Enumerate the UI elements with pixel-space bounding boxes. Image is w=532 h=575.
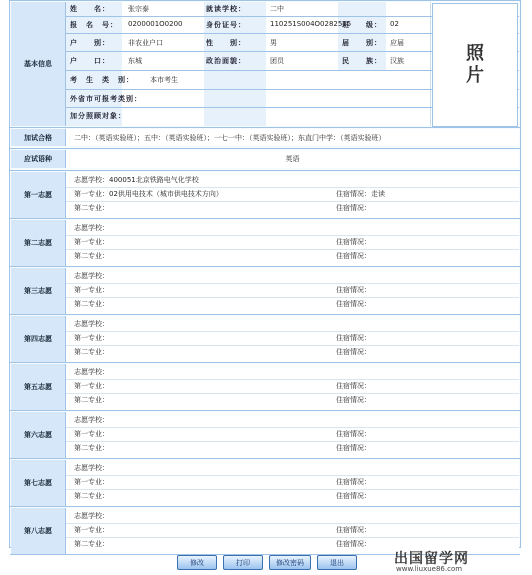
accommodation-field — [336, 333, 371, 343]
volunteer-label: 第四志愿 — [11, 316, 66, 362]
hukouloc-value: 东城 — [128, 57, 142, 65]
field-label: 第二专业： — [74, 348, 109, 356]
volunteer-field — [74, 237, 109, 247]
volunteer-field — [74, 333, 109, 343]
section-divider — [10, 170, 520, 171]
photo-label: 照片 — [466, 43, 484, 86]
field-label: 志愿学校： — [74, 368, 109, 376]
volunteer-field — [74, 511, 109, 521]
regno-value: 0200001O0200 — [128, 20, 183, 28]
class-label: 班 级： — [342, 21, 382, 29]
accommodation-field — [336, 395, 371, 405]
field-label: 第一专业： — [74, 478, 109, 486]
accommodation-label: 住宿情况： — [336, 300, 371, 308]
section-divider — [10, 362, 520, 363]
divider — [66, 489, 519, 490]
volunteer-label: 第八志愿 — [11, 508, 66, 554]
volunteer-block — [66, 172, 519, 218]
volunteer-block — [66, 412, 519, 458]
divider — [66, 393, 519, 394]
volunteer-block — [66, 316, 519, 362]
volunteer-block — [66, 220, 519, 266]
field-label: 第一专业： — [74, 382, 109, 390]
accommodation-label: 住宿情况： — [336, 334, 371, 342]
change-password-button[interactable]: 修改密码 — [269, 555, 311, 570]
divider — [66, 187, 519, 188]
volunteer-field — [74, 223, 109, 233]
accommodation-label: 住宿情况： — [336, 348, 371, 356]
section-label-addtest: 加试合格 — [11, 129, 66, 146]
volunteer-label: 第一志愿 — [11, 172, 66, 218]
accommodation-label: 住宿情况： — [336, 396, 371, 404]
accommodation-label: 住宿情况： — [336, 238, 371, 246]
volunteer-field — [74, 381, 109, 391]
volunteer-field — [74, 203, 109, 213]
field-label: 第一专业： — [74, 334, 109, 342]
volunteer-field — [74, 477, 109, 487]
field-label: 第二专业： — [74, 204, 109, 212]
gender-label: 性 别： — [206, 39, 246, 47]
accommodation-label: 住宿情况： — [336, 286, 371, 294]
volunteer-field — [74, 285, 109, 295]
accommodation-field — [336, 539, 371, 549]
field-label: 第二专业： — [74, 540, 109, 548]
field-label: 志愿学校： — [74, 464, 109, 472]
modify-button[interactable]: 修改 — [177, 555, 217, 570]
volunteer-block — [66, 460, 519, 506]
hukouloc-label: 户 口： — [70, 57, 110, 65]
field-label: 第一专业： — [74, 190, 109, 198]
accommodation-label: 住宿情况： — [336, 444, 371, 452]
volunteer-field — [74, 491, 109, 501]
volunteer-block — [66, 268, 519, 314]
section-divider — [10, 314, 520, 315]
accommodation-field — [336, 443, 371, 453]
volunteer-field — [74, 443, 109, 453]
field-label: 第一专业： — [74, 430, 109, 438]
volunteer-field — [74, 415, 109, 425]
volunteer-label: 第三志愿 — [11, 268, 66, 314]
logout-button[interactable]: 退出 — [317, 555, 357, 570]
bonus-label: 加分照顾对象： — [70, 112, 126, 120]
photo-placeholder — [432, 3, 518, 127]
section-label-basic: 基本信息 — [11, 2, 66, 126]
divider — [66, 235, 519, 236]
class-value: 02 — [390, 20, 399, 28]
examtype-label: 考 生 类 别： — [70, 76, 134, 84]
name-value: 张宗泰 — [128, 5, 149, 13]
print-button[interactable]: 打印 — [223, 555, 263, 570]
watermark-title: 出国留学网 — [394, 551, 469, 567]
addtest-value: 二中：（英语实验班）；五中：（英语实验班）；一七一中：（英语实验班）；东直门中学：（英语实验班） — [74, 134, 386, 142]
accommodation-label: 住宿情况： — [336, 204, 371, 212]
field-label: 第一专业： — [74, 526, 109, 534]
section-divider — [10, 458, 520, 459]
section-label-language: 应试语种 — [11, 150, 66, 168]
ethnic-label: 民 族： — [342, 57, 382, 65]
accommodation-field — [336, 251, 371, 261]
idcard-label: 身份证号： — [206, 21, 246, 29]
accommodation-field — [336, 189, 385, 199]
divider — [66, 427, 519, 428]
field-label: 志愿学校： — [74, 272, 109, 280]
divider — [66, 201, 519, 202]
section-divider — [10, 506, 520, 507]
accommodation-field — [336, 429, 371, 439]
outside-label: 外省市可报考类别： — [70, 95, 142, 103]
volunteer-field — [74, 175, 199, 185]
school-value: 二中 — [270, 5, 284, 13]
volunteer-field — [74, 271, 109, 281]
watermark-url: www.liuxue86.com — [396, 565, 463, 573]
accommodation-label: 住宿情况： — [336, 190, 371, 198]
volunteer-field — [74, 319, 109, 329]
accommodation-field — [336, 347, 371, 357]
watermark — [394, 548, 532, 575]
volunteer-label: 第六志愿 — [11, 412, 66, 458]
accommodation-label: 住宿情况： — [336, 252, 371, 260]
session-label: 届 别： — [342, 39, 382, 47]
accommodation-label: 住宿情况： — [336, 540, 371, 548]
examtype-value: 本市考生 — [150, 76, 178, 84]
volunteer-field — [74, 463, 109, 473]
field-value: 400051北京铁路电气化学校 — [109, 176, 199, 184]
gender-value: 男 — [270, 39, 277, 47]
accommodation-field — [336, 381, 371, 391]
divider — [66, 345, 519, 346]
field-label: 志愿学校： — [74, 224, 109, 232]
accommodation-label: 住宿情况： — [336, 526, 371, 534]
volunteer-field — [74, 525, 109, 535]
field-label: 志愿学校： — [74, 176, 109, 184]
political-label: 政治面貌： — [206, 57, 246, 65]
volunteer-field — [74, 189, 223, 199]
accommodation-label: 住宿情况： — [336, 492, 371, 500]
section-divider — [10, 127, 520, 128]
field-label: 志愿学校： — [74, 416, 109, 424]
name-label: 姓 名： — [70, 5, 110, 13]
divider — [66, 249, 519, 250]
divider — [66, 475, 519, 476]
field-label: 第二专业： — [74, 252, 109, 260]
language-value: 英语 — [285, 155, 300, 163]
field-label: 第一专业： — [74, 238, 109, 246]
volunteer-label: 第五志愿 — [11, 364, 66, 410]
accommodation-field — [336, 285, 371, 295]
addtest-row — [66, 129, 519, 146]
divider — [66, 441, 519, 442]
volunteer-field — [74, 539, 109, 549]
field-label: 第二专业： — [74, 396, 109, 404]
volunteer-label: 第二志愿 — [11, 220, 66, 266]
volunteer-field — [74, 395, 109, 405]
accommodation-field — [336, 477, 371, 487]
section-divider — [10, 410, 520, 411]
regno-label: 报 名 号： — [70, 21, 118, 29]
ethnic-value: 汉族 — [390, 57, 404, 65]
accommodation-label: 住宿情况： — [336, 382, 371, 390]
session-value: 应届 — [390, 39, 404, 47]
accommodation-value: 走读 — [371, 190, 385, 198]
political-value: 团员 — [270, 57, 284, 65]
volunteer-field — [74, 429, 109, 439]
volunteer-field — [74, 251, 109, 261]
field-label: 志愿学校： — [74, 512, 109, 520]
divider — [66, 537, 519, 538]
field-label: 志愿学校： — [74, 320, 109, 328]
volunteer-field — [74, 367, 109, 377]
hukou-value: 非农业户口 — [128, 39, 163, 47]
volunteer-field — [74, 347, 109, 357]
accommodation-field — [336, 491, 371, 501]
school-label: 就读学校： — [206, 5, 246, 13]
accommodation-field — [336, 237, 371, 247]
accommodation-label: 住宿情况： — [336, 430, 371, 438]
section-divider — [10, 218, 520, 219]
accommodation-field — [336, 299, 371, 309]
field-label: 第二专业： — [74, 300, 109, 308]
divider — [66, 331, 519, 332]
field-label: 第二专业： — [74, 444, 109, 452]
hukou-label: 户 别： — [70, 39, 110, 47]
divider — [66, 379, 519, 380]
divider — [66, 523, 519, 524]
section-divider — [10, 148, 520, 149]
section-divider — [10, 266, 520, 267]
divider — [66, 297, 519, 298]
divider — [66, 283, 519, 284]
idcard-value: 110251S004O0282515 — [270, 20, 352, 28]
field-label: 第一专业： — [74, 286, 109, 294]
accommodation-label: 住宿情况： — [336, 478, 371, 486]
field-label: 第二专业： — [74, 492, 109, 500]
field-value: 02供用电技术（城市供电技术方向） — [109, 190, 223, 198]
registration-form — [9, 0, 521, 548]
volunteer-label: 第七志愿 — [11, 460, 66, 506]
accommodation-field — [336, 203, 371, 213]
volunteer-field — [74, 299, 109, 309]
accommodation-field — [336, 525, 371, 535]
language-row — [66, 150, 519, 168]
volunteer-block — [66, 364, 519, 410]
